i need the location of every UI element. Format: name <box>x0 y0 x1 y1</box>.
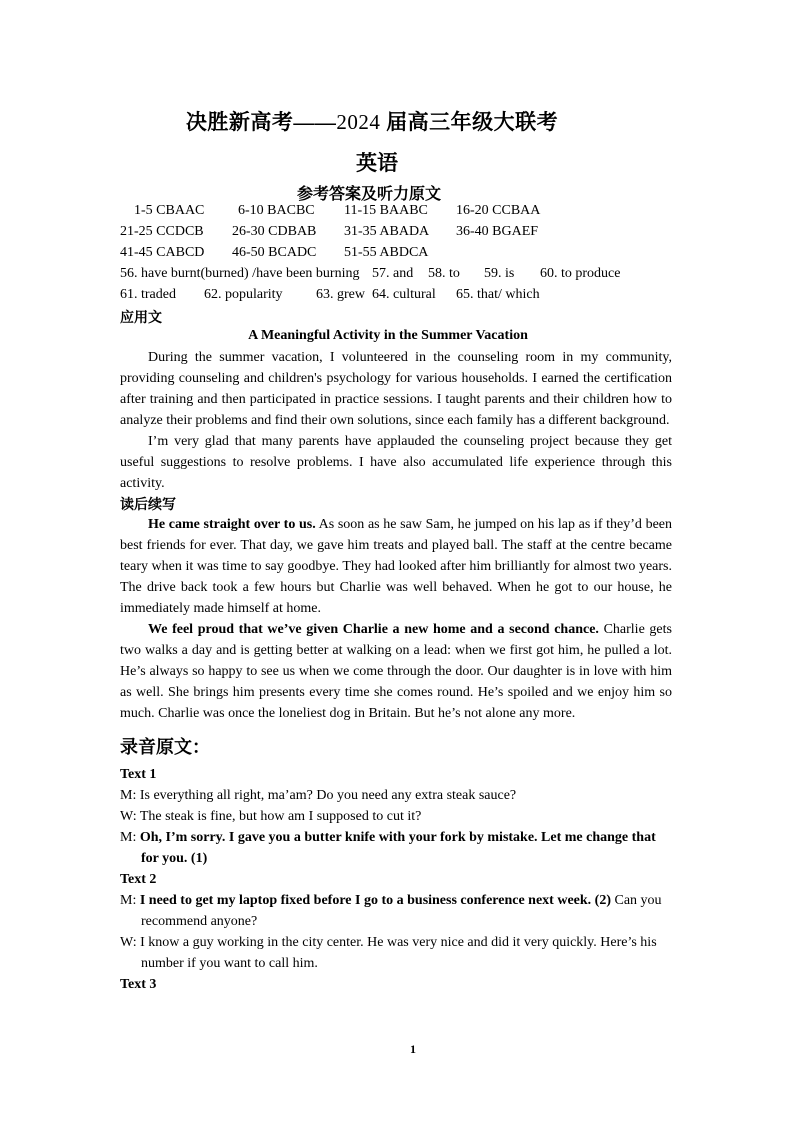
answer-item: 56. have burnt(burned) /have been burning <box>120 266 360 281</box>
answer-item: 64. cultural <box>372 287 436 302</box>
dialogue-line <box>120 827 672 869</box>
dialogue-line <box>120 890 672 932</box>
answer-item: 60. to produce <box>540 266 621 281</box>
dialogue-rest: Can you recommend anyone? <box>141 893 662 929</box>
answer-group: 6-10 BACBC <box>238 203 315 218</box>
section-heading-applied-writing: 应用文 <box>120 311 162 326</box>
answer-group: 11-15 BAABC <box>344 203 428 218</box>
answer-item: 59. is <box>484 266 515 281</box>
answer-evidence: Oh, I’m sorry. I gave you a butter knife with your fork by mistake. Let me change that for you. (1) <box>139 830 656 866</box>
paragraph-lead-sentence: We feel proud that we’ve given Charlie a new home and a second chance. <box>148 622 599 637</box>
answer-group: 51-55 ABDCA <box>344 245 429 260</box>
dialogue-line: M: Is everything all right, ma’am? Do you need any extra steak sauce? <box>120 788 517 803</box>
essay-paragraph-2: I’m very glad that many parents have applauded the counseling project because they get useful suggestions to resolve problems. I have also accumulated life experience through this activity. <box>120 434 672 491</box>
title-part-b: 届高三年级大联考 <box>380 110 559 134</box>
essay-title: A Meaningful Activity in the Summer Vacation <box>248 328 528 343</box>
text-1-label: Text 1 <box>120 767 157 782</box>
speaker-prefix: M: <box>120 830 140 845</box>
page-title <box>0 106 744 136</box>
section-heading-continuation-writing: 读后续写 <box>120 498 176 513</box>
transcript-heading: 录音原文： <box>120 737 210 757</box>
title-year: 2024 <box>336 110 381 134</box>
answer-group: 16-20 CCBAA <box>456 203 541 218</box>
answer-evidence: I need to get my laptop fixed before I go to a business conference next week. (2) <box>139 893 611 908</box>
paragraph-lead-sentence: He came straight over to us. <box>148 517 316 532</box>
essay-paragraph-1: During the summer vacation, I volunteered in the counseling room in my community, providing counseling and children's psychology for various households. I earned the certification after training and then participated in practice sessions. I taught parents and their children how to analyze their problems and find their own solutions, since each family has a different background. <box>120 350 672 428</box>
answer-group: 41-45 CABCD <box>120 245 205 260</box>
continuation-paragraph-1 <box>120 514 672 619</box>
answer-group: 21-25 CCDCB <box>120 224 204 239</box>
title-part-a: 决胜新高考—— <box>185 110 337 134</box>
paragraph-body: As soon as he saw Sam, he jumped on his lap as if they’d been best friends for ever. That day, we gave him treats and played ball. The staff at the centre became teary when it was time to say goodbye. They had looked after him brilliantly for almost two years. The drive back took a few hours but Charlie was well behaved. When he got to our house, he immediately made himself at home. <box>120 517 673 616</box>
answer-group: 36-40 BGAEF <box>456 224 539 239</box>
dialogue-line: W: I know a guy working in the city center. He was very nice and did it very quickly. Here’s his number if you want to call him. <box>120 935 657 971</box>
answer-group: 1-5 CBAAC <box>134 203 205 218</box>
page-number: 1 <box>410 1042 416 1056</box>
text-2-label: Text 2 <box>120 872 157 887</box>
subject-title: 英语 <box>356 151 398 175</box>
answer-item: 58. to <box>428 266 460 281</box>
paragraph-body: Charlie gets two walks a day and is getting better at walking on a lead: when we first got him, he pulled a lot. He’s always so happy to see us when we come through the door. Our daughter is in love with him as well. She brings him presents every time she comes round. He’s spoiled and we enjoy him so much. Charlie was once the loneliest dog in Britain. But he’s not alone any more. <box>120 622 672 721</box>
speaker-prefix: M: <box>120 893 140 908</box>
answer-item: 61. traded <box>120 287 176 302</box>
answer-group: 31-35 ABADA <box>344 224 430 239</box>
answer-group: 46-50 BCADC <box>232 245 317 260</box>
answer-key-subtitle: 参考答案及听力原文 <box>296 186 441 203</box>
continuation-paragraph-2 <box>120 619 672 724</box>
answer-item: 63. grew <box>316 287 365 302</box>
dialogue-line: W: The steak is fine, but how am I supposed to cut it? <box>120 809 422 824</box>
text-3-label: Text 3 <box>120 977 157 992</box>
answer-item: 65. that/ which <box>456 287 540 302</box>
answer-group: 26-30 CDBAB <box>232 224 317 239</box>
answer-item: 57. and <box>372 266 414 281</box>
answer-item: 62. popularity <box>204 287 283 302</box>
